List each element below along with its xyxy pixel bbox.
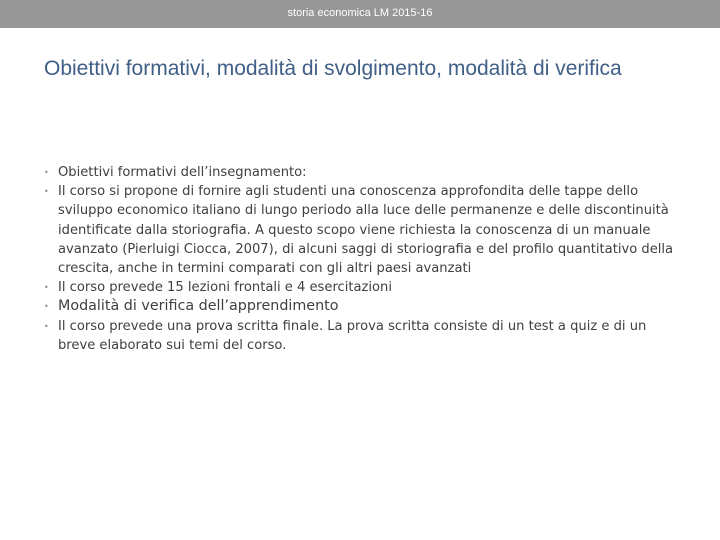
bullet-item xyxy=(44,317,684,355)
bullet-icon: • xyxy=(44,283,49,293)
header-text: storia economica LM 2015-16 xyxy=(287,7,433,19)
bullet-text: Il corso prevede 15 lezioni frontali e 4 esercitazioni xyxy=(58,280,392,296)
header-bar xyxy=(0,0,720,28)
bullet-item xyxy=(44,297,684,316)
bullet-item xyxy=(44,182,684,278)
bullet-item xyxy=(44,163,684,182)
bullet-text: Il corso si propone di fornire agli studenti una conoscenza approfondita delle tappe dello sviluppo economico italiano di lungo periodo alla luce delle permanenze e delle discontinuità identificate dalla storiografia. A questo scopo viene richiesta la conoscenza di un manuale avanzato (Pierluigi Ciocca, 2007), di alcuni saggi di storiografia e del profilo quantitativo della crescita, anche in termini comparati con gli altri paesi avanzati xyxy=(58,184,674,277)
bullet-text: Obiettivi formativi dell’insegnamento: xyxy=(58,165,307,180)
bullet-icon: • xyxy=(44,302,49,312)
bullet-text: Modalità di verifica dell’apprendimento xyxy=(58,298,339,315)
bullet-icon: • xyxy=(44,321,49,331)
bullet-item xyxy=(44,278,684,297)
slide-title: Obiettivi formativi, modalità di svolgimento, modalità di verifica xyxy=(44,57,622,80)
bullet-list xyxy=(44,163,684,355)
bullet-icon: • xyxy=(44,187,49,197)
bullet-icon: • xyxy=(44,168,49,177)
bullet-text: Il corso prevede una prova scritta finale. La prova scritta consiste di un test a quiz e di un breve elaborato sui temi del corso. xyxy=(58,318,647,353)
